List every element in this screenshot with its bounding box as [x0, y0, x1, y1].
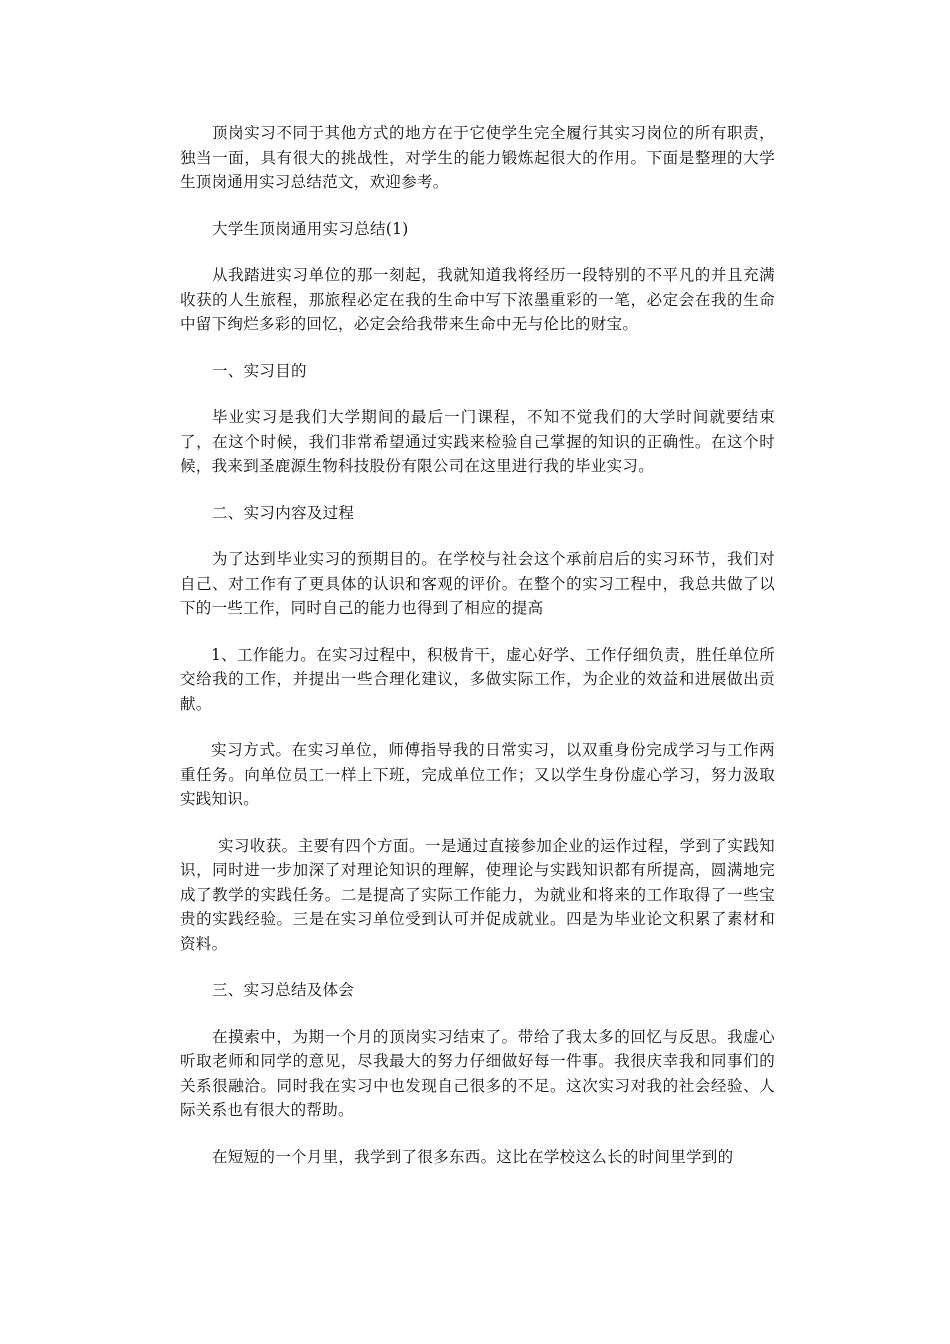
document-body — [180, 121, 775, 1191]
internship-method-paragraph: 实习方式。在实习单位，师傅指导我的日常实习，以双重身份完成学习与工作两重任务。向单位员工一样上下班，完成单位工作；又以学生身份虚心学习，努力汲取实践知识。 — [180, 741, 775, 808]
section-heading-summary: 三、实习总结及体会 — [212, 981, 355, 999]
purpose-paragraph: 毕业实习是我们大学期间的最后一门课程，不知不觉我们的大学时间就要结束了，在这个时候，我们非常希望通过实践来检验自己掌握的知识的正确性。在这个时候，我来到圣鹿源生物科技股份有限公司在这里进行我的毕业实习。 — [180, 408, 775, 475]
section-heading-purpose: 一、实习目的 — [212, 361, 307, 380]
article-title: 大学生顶岗通用实习总结(1) — [212, 219, 409, 238]
work-ability-paragraph: 1、工作能力。在实习过程中，积极肯干，虚心好学、工作仔细负责，胜任单位所交给我的工作，并提出一些合理化建议，多做实际工作，为企业的效益和进展做出贡献。 — [180, 645, 775, 713]
intro-paragraph: 顶岗实习不同于其他方式的地方在于它使学生完全履行其实习岗位的所有职责，独当一面，具有很大的挑战性，对学生的能力锻炼起很大的作用。下面是整理的大学生顶岗通用实习总结范文，欢迎参考。 — [180, 124, 775, 191]
opening-paragraph: 从我踏进实习单位的那一刻起，我就知道我将经历一段特别的不平凡的并且充满收获的人生旅程，那旅程必定在我的生命中写下浓墨重彩的一笔，必定会在我的生命中留下绚烂多彩的回忆，必定会给我带来生命中无与伦比的财宝。 — [180, 266, 775, 333]
content-paragraph: 为了达到毕业实习的预期目的。在学校与社会这个承前启后的实习环节，我们对自己、对工作有了更具体的认识和客观的评价。在整个的实习工程中，我总共做了以下的一些工作，同时自己的能力也得到了相应的提高 — [180, 550, 775, 617]
summary-paragraph: 在摸索中，为期一个月的顶岗实习结束了。带给了我太多的回忆与反思。我虚心听取老师和同学的意见，尽我最大的努力仔细做好每一件事。我很庆幸我和同事们的关系很融洽。同时我在实习中也发现自己很多的不足。这次实习对我的社会经验、人际关系也有很大的帮助。 — [180, 1027, 775, 1119]
internship-gains-paragraph: 实习收获。主要有四个方面。一是通过直接参加企业的运作过程，学到了实践知识，同时进一步加深了对理论知识的理解，使理论与实践知识都有所提高，圆满地完成了教学的实践任务。二是提高了实际工作能力，为就业和将来的工作取得了一些宝贵的实践经验。三是在实习单位受到认可并促成就业。四是为毕业论文积累了素材和资料。 — [180, 836, 775, 953]
final-paragraph: 在短短的一个月里，我学到了很多东西。这比在学校这么长的时间里学到的 — [212, 1147, 734, 1166]
section-heading-content: 二、实习内容及过程 — [212, 503, 355, 522]
